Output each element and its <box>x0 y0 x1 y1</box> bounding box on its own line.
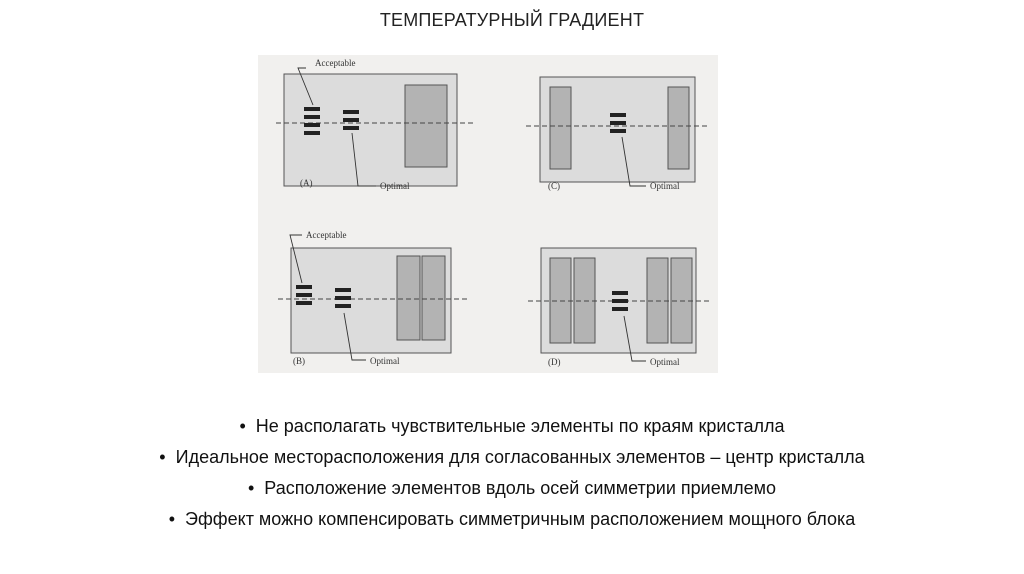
bullet-marker: • <box>168 509 176 529</box>
bullet-text: Расположение элементов вдоль осей симметрии приемлемо <box>264 478 777 498</box>
bullet-item <box>0 504 1024 535</box>
bullet-item <box>0 411 1024 442</box>
bullet-item <box>0 442 1024 473</box>
panel-d-optimal-elements <box>612 291 628 311</box>
panel-b-label: (B) <box>293 356 305 366</box>
bullet-marker: • <box>247 478 255 498</box>
bullet-text: Не располагать чувствительные элементы по краям кристалла <box>255 416 785 436</box>
panel-c-optimal-elements <box>610 113 626 133</box>
panel-d <box>528 248 710 367</box>
panel-b-power-block-right <box>422 256 445 340</box>
layout-figure <box>258 55 718 373</box>
panel-b <box>278 230 468 366</box>
figure-svg <box>258 55 718 373</box>
panel-b-acceptable-elements <box>296 285 312 305</box>
panel-a-power-block <box>405 85 447 167</box>
panel-b-power-block-left <box>397 256 420 340</box>
panel-a-acceptable-label: Acceptable <box>315 58 356 68</box>
panel-a <box>276 58 473 191</box>
panel-c-right-block <box>668 87 689 169</box>
bullet-text: Идеальное месторасположения для согласованных элементов – центр кристалла <box>175 447 865 467</box>
panel-a-optimal-elements <box>343 110 359 130</box>
bullet-marker: • <box>239 416 246 436</box>
panel-b-optimal-elements <box>335 288 351 308</box>
bullet-list <box>0 411 1024 535</box>
panel-c-left-block <box>550 87 571 169</box>
panel-a-label: (A) <box>300 178 313 188</box>
panel-d-optimal-label: Optimal <box>650 357 680 367</box>
panel-a-optimal-label: Optimal <box>380 181 410 191</box>
panel-d-label: (D) <box>548 357 561 367</box>
bullet-item <box>0 473 1024 504</box>
slide-title: ТЕМПЕРАТУРНЫЙ ГРАДИЕНТ <box>379 10 645 30</box>
panel-b-optimal-label: Optimal <box>370 356 400 366</box>
panel-c-optimal-label: Optimal <box>650 181 680 191</box>
bullet-text: Эффект можно компенсировать симметричным расположением мощного блока <box>185 509 856 529</box>
panel-b-acceptable-label: Acceptable <box>306 230 347 240</box>
bullet-marker: • <box>159 447 166 467</box>
panel-c <box>526 77 708 191</box>
panel-c-label: (C) <box>548 181 560 191</box>
